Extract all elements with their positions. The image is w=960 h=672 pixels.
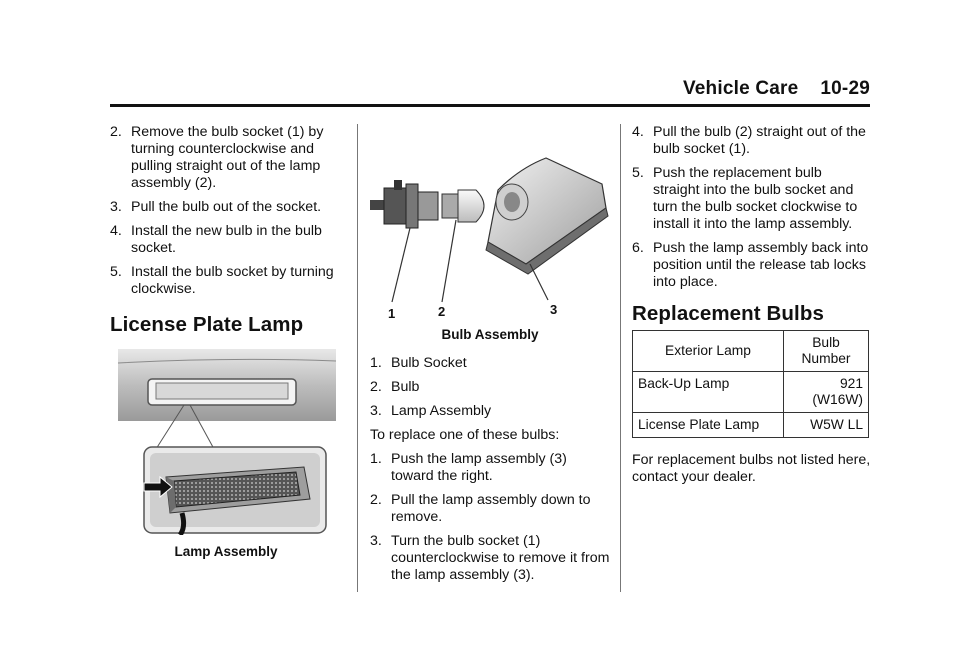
step-number: 1.	[370, 451, 382, 467]
step-text: Pull the bulb out of the socket.	[131, 199, 322, 215]
step-number: 3.	[370, 533, 382, 549]
step-text: Pull the bulb (2) straight out of the bulb socket (1).	[653, 124, 866, 157]
step-text: Install the new bulb in the bulb socket.	[131, 223, 322, 256]
table-header-cell: Bulb Number	[784, 331, 869, 372]
legend-text: Lamp Assembly	[391, 403, 492, 419]
figure-label-2: 2	[438, 304, 446, 319]
intro-text: To replace one of these bulbs:	[370, 427, 560, 443]
step-number: 6.	[632, 240, 644, 256]
header-title	[683, 78, 870, 100]
step-text: Push the lamp assembly back into position until the release tab locks into place.	[653, 240, 869, 290]
replacement-bulbs-table	[632, 330, 869, 438]
table-cell: Back-Up Lamp	[633, 372, 784, 413]
header-section: Vehicle Care	[682, 78, 799, 99]
step-item	[632, 124, 872, 158]
step-number: 3.	[110, 199, 122, 215]
step-item	[370, 533, 610, 584]
table-row	[633, 413, 869, 438]
legend-text: Bulb	[391, 379, 420, 395]
legend-item	[370, 355, 610, 372]
footer-note: For replacement bulbs not listed here, contact your dealer.	[632, 452, 871, 485]
step-item	[110, 223, 342, 257]
step-item	[110, 199, 342, 216]
step-text: Turn the bulb socket (1) counterclockwise to remove it from the lamp assembly (3).	[391, 533, 610, 583]
lamp-assembly-figure	[110, 349, 336, 535]
table-header-row	[633, 331, 869, 372]
table-cell: License Plate Lamp	[633, 413, 784, 438]
figure-label-3: 3	[550, 302, 558, 317]
step-item	[110, 264, 342, 298]
column-2	[370, 124, 610, 591]
column-1	[110, 124, 342, 572]
legend-number: 1.	[370, 355, 382, 371]
figure-caption-lamp-assembly: Lamp Assembly	[174, 544, 278, 559]
figure-label-1: 1	[388, 306, 396, 320]
section-heading-license-plate-lamp: License Plate Lamp	[110, 313, 304, 336]
step-item	[370, 492, 610, 526]
bulb-assembly-figure	[370, 124, 610, 320]
table-cell: W5W LL	[784, 413, 869, 438]
table-row	[633, 372, 869, 413]
step-number: 2.	[370, 492, 382, 508]
column-divider	[357, 124, 358, 592]
legend-number: 3.	[370, 403, 382, 419]
step-number: 2.	[110, 124, 122, 140]
column-divider	[620, 124, 621, 592]
section-heading-replacement-bulbs: Replacement Bulbs	[632, 302, 824, 325]
step-text: Pull the lamp assembly down to remove.	[391, 492, 591, 525]
step-item	[110, 124, 342, 192]
column-3	[632, 124, 872, 493]
step-item	[370, 451, 610, 485]
step-text: Push the lamp assembly (3) toward the right.	[391, 451, 567, 484]
step-number: 5.	[632, 165, 644, 181]
step-text: Remove the bulb socket (1) by turning counterclockwise and pulling straight out of the lamp assembly (2).	[131, 124, 324, 191]
legend-text: Bulb Socket	[391, 355, 467, 371]
step-number: 5.	[110, 264, 122, 280]
figure-caption-bulb-assembly: Bulb Assembly	[441, 327, 539, 342]
legend-number: 2.	[370, 379, 382, 395]
legend-item	[370, 379, 610, 396]
step-item	[632, 240, 872, 291]
table-header-cell: Exterior Lamp	[633, 331, 784, 372]
page-header	[110, 78, 870, 107]
header-page-number: 10-29	[820, 78, 870, 99]
step-text: Push the replacement bulb straight into the bulb socket and turn the bulb socket clockwise to install it into the lamp assembly.	[653, 165, 858, 232]
legend-item	[370, 403, 610, 420]
step-item	[632, 165, 872, 233]
step-text: Install the bulb socket by turning clockwise.	[131, 264, 334, 297]
step-number: 4.	[632, 124, 644, 140]
step-number: 4.	[110, 223, 122, 239]
table-cell: 921 (W16W)	[784, 372, 869, 413]
